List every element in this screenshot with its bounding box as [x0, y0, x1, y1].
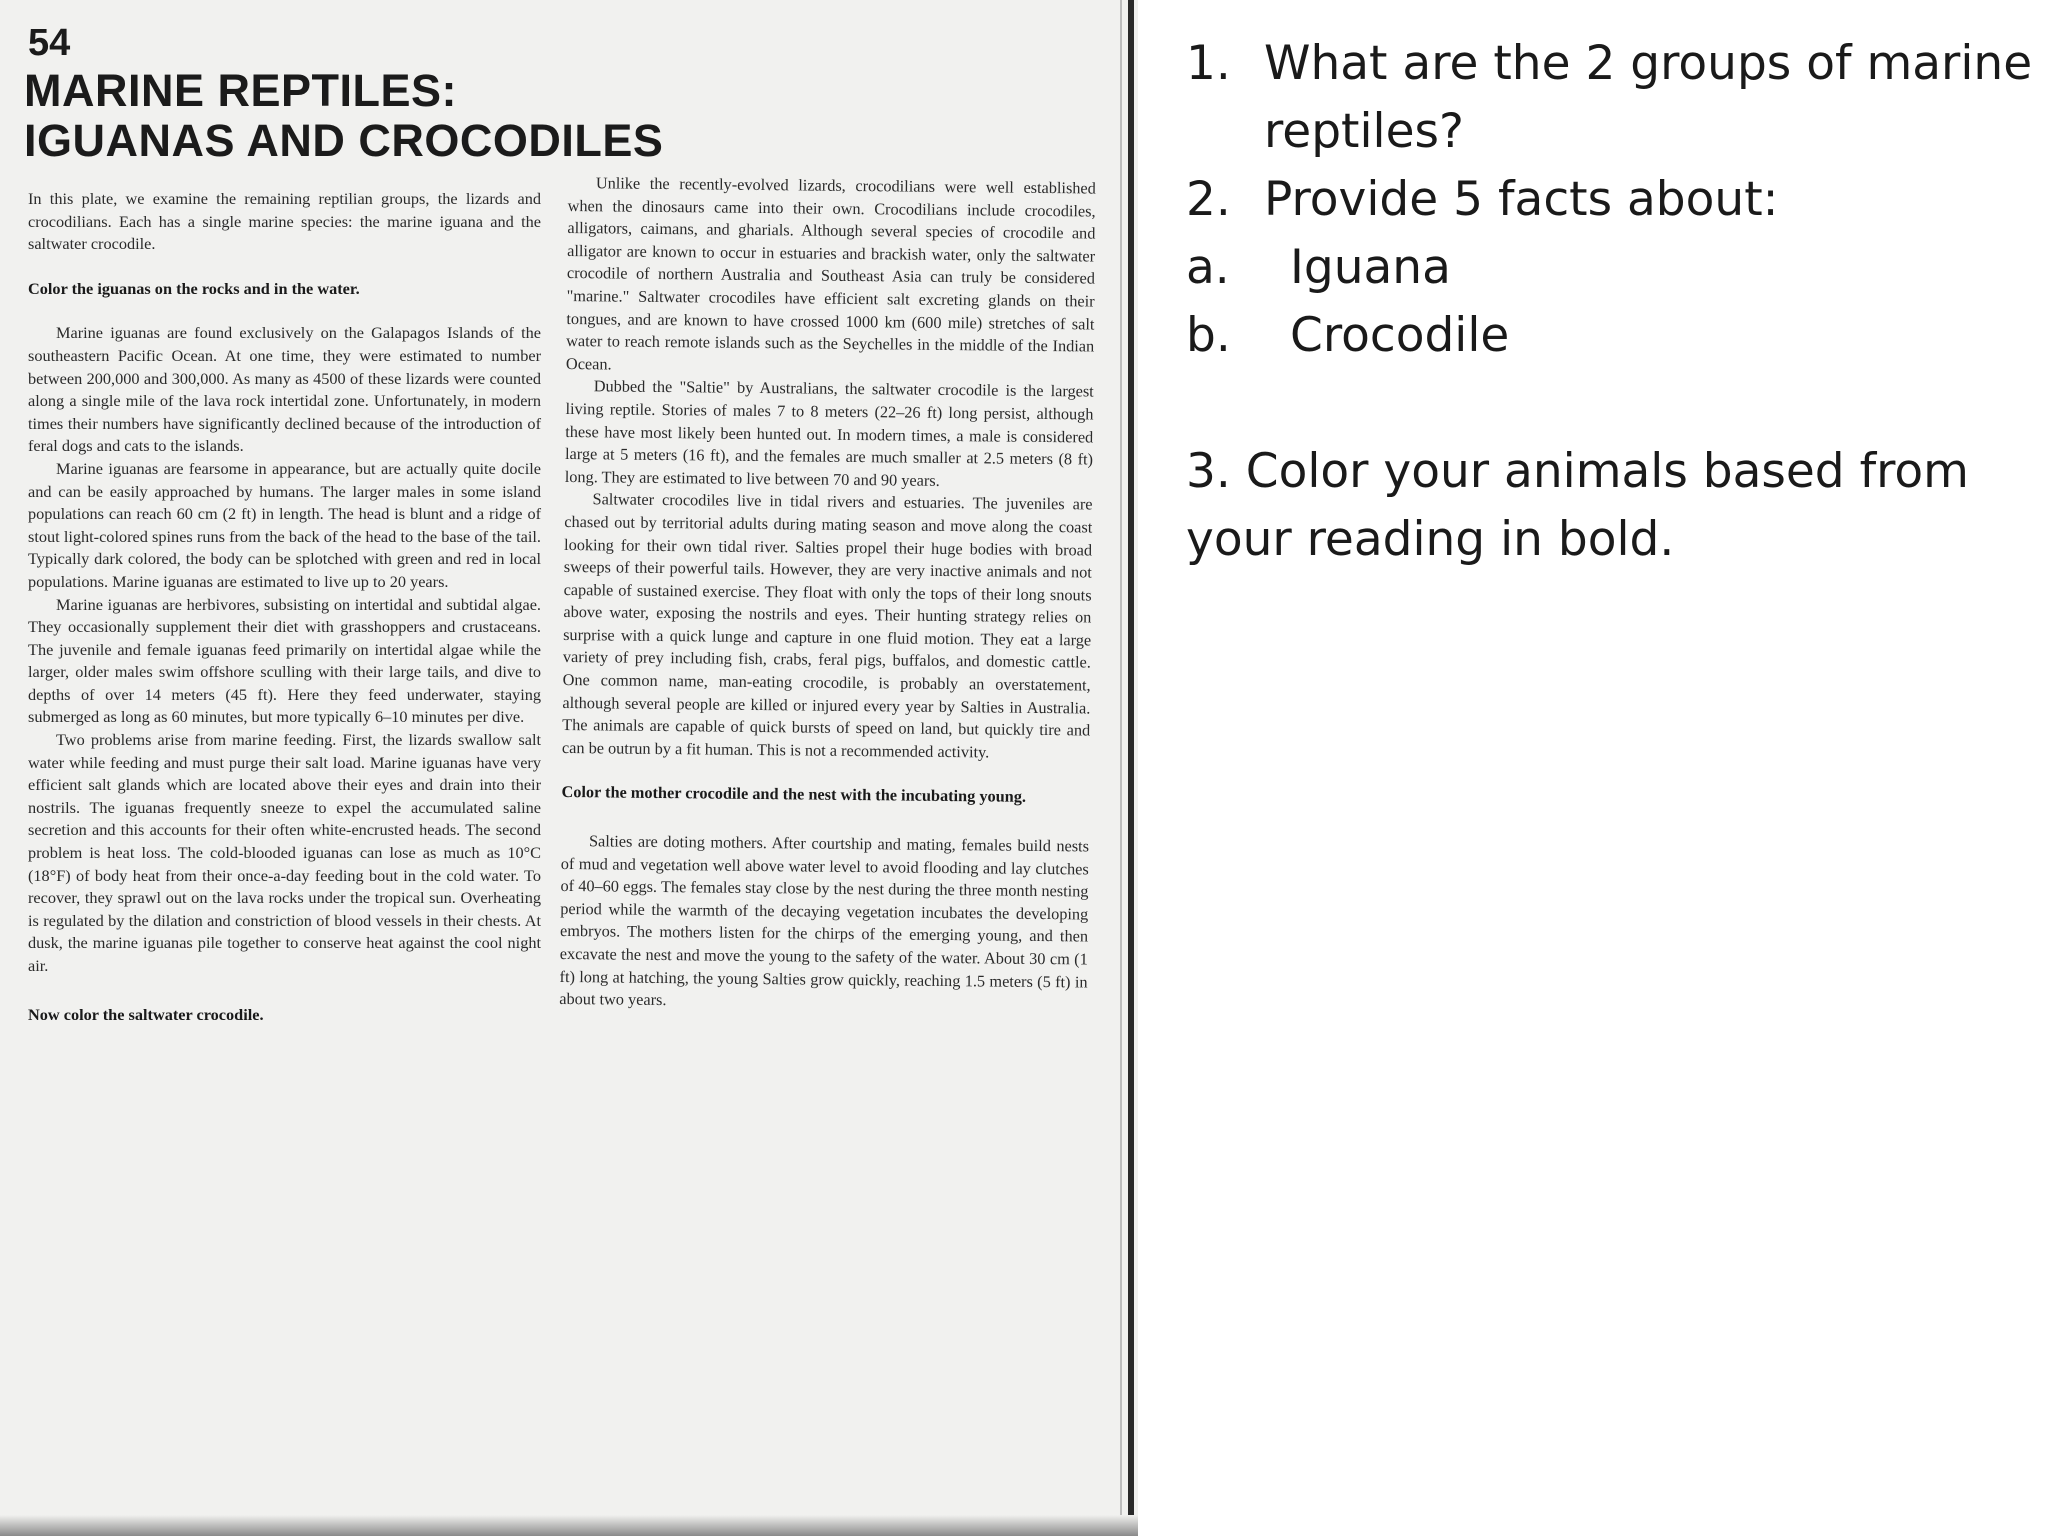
page-edge-shadow — [1128, 0, 1134, 1536]
question-1-text: What are the 2 groups of marine reptiles? — [1264, 36, 2033, 159]
page-number: 54 — [28, 22, 71, 64]
crocodile-paragraph-2: Dubbed the "Saltie" by Australians, the saltwater crocodile is the largest living reptile. Stories of males 7 to 8 meters (22–26 ft) long persist, although these have most likely been hunted out. In modern times, a male is considered large at 5 meters (16 ft), and the females are much smaller at 2.5 meters (8 ft) long. They are estimated to live between 70 and 90 years. — [564, 376, 1094, 490]
intro-paragraph: In this plate, we examine the remaining reptilian groups, the lizards and crocodilians. Each has a single marine species: the marine iguana and the saltwater crocodile. — [28, 189, 541, 254]
question-2a — [1186, 234, 2036, 302]
question-2b — [1186, 302, 2036, 370]
question-2-text: Provide 5 facts about: — [1264, 172, 1779, 227]
iguana-paragraph-3: Marine iguanas are herbivores, subsisting on intertidal and subtidal algae. They occasionally supplement their diet with grasshoppers and crustaceans. The juvenile and female iguanas feed primarily on intertidal algae while the larger, older males swim offshore sculling with their large tails, and dive to depths of over 14 meters (45 ft). Here they feed underwater, staying submerged as long as 60 minutes, but more typically 6–10 minutes per dive. — [28, 594, 541, 727]
bottom-edge-shadow — [0, 1515, 1138, 1536]
crocodile-paragraph-4: Salties are doting mothers. After courtship and mating, females build nests of mud and vegetation well above water level to avoid flooding and lay clutches of 40–60 eggs. The females stay close by the nest during the three month nesting period while the warmth of the decaying vegetation incubates the developing embryos. The mothers listen for the chirps of the emerging young, and then excavate the nest and move the young to the safety of the water. About 30 cm (1 ft) long at hatching, the young Salties grow quickly, reaching 1.5 meters (5 ft) in about two years. — [559, 831, 1090, 1010]
iguana-paragraph-4: Two problems arise from marine feeding. First, the lizards swallow salt water while feeding and must purge their salt load. Marine iguanas have very efficient salt glands which are located above their eyes and drain into their nostrils. The iguanas frequently sneeze to expel the accumulated saline secretion and this accounts for their often white-encrusted heads. The second problem is heat loss. The cold-blooded iguanas can lose as much as 10°C (18°F) of body heat from their once-a-day feeding bout in the cold water. To recover, they sprawl out on the lava rocks under the tropical sun. Overheating is regulated by the dilation and constriction of blood vessels in their chests. At dusk, the marine iguanas pile together to conserve heat against the cool night air. — [28, 730, 541, 975]
title-line-1: MARINE REPTILES: — [24, 65, 458, 116]
instruction-color-mother-crocodile: Color the mother crocodile and the nest with the incubating young. — [561, 782, 1027, 807]
question-2b-letter: b. — [1186, 308, 1231, 363]
page-title — [24, 66, 663, 166]
iguana-paragraph-2: Marine iguanas are fearsome in appearance, but are actually quite docile and can be easily approached by humans. The larger males in some island populations can reach 60 cm (2 ft) in length. The head is blunt and a ridge of stout light-colored spines runs from the back of the head to the base of the tail. Typically dark colored, the body can be splotched with green and red in local populations. Marine iguanas are estimated to live up to 20 years. — [28, 458, 541, 591]
crocodile-paragraph-1: Unlike the recently-evolved lizards, crocodilians were well established when the dinosaurs came into their own. Crocodilians include crocodiles, alligators, caimans, and gharials. Although several species of crocodile and alligator are known to occur in estuaries and brackish water, only the saltwater crocodile of northern Australia and Southeast Asia can truly be considered "marine." Saltwater crocodiles have efficient salt excreting glands on their tongues, and are known to have crossed 1000 km (600 mile) stretches of salt water to reach remote islands such as the Seychelles in the middle of the Indian Ocean. — [565, 173, 1096, 374]
iguana-paragraph-1: Marine iguanas are found exclusively on the Galapagos Islands of the southeastern Pacific Ocean. At one time, they were estimated to number between 200,000 and 300,000. As many as 4500 of these lizards were counted along a single mile of the lava rock intertidal zone. Unfortunately, in modern times their numbers have significantly declined because of the introduction of feral dogs and cats to the islands. — [28, 323, 541, 456]
page-fold-line — [1120, 0, 1122, 1536]
left-text-column — [28, 188, 541, 1026]
question-2a-letter: a. — [1186, 240, 1230, 295]
instruction-color-iguanas: Color the iguanas on the rocks and in the water. — [28, 278, 360, 298]
question-2 — [1186, 166, 2036, 234]
title-line-2: IGUANAS AND CROCODILES — [24, 115, 664, 166]
crocodile-paragraph-3: Saltwater crocodiles live in tidal rivers and estuaries. The juveniles are chased out by territorial adults during mating season and move along the coast looking for their own tidal river. Salties propel their huge bodies with broad sweeps of their powerful tails. However, they are very inactive animals and not capable of sustained exercise. They float with only the tops of their long snouts above water, exposing the nostrils and eyes. Their hunting strategy relies on surprise with a quick lunge and capture in one fluid motion. They eat a large variety of prey including fish, crabs, feral pigs, buffalos, and domestic cattle. One common name, man-eating crocodile, is probably an overstatement, although several people are killed or injured every year by Salties in Australia. The animals are capable of quick bursts of speed on land, but quickly tire and can be outrun by a fit human. This is not a recommended activity. — [561, 489, 1093, 762]
question-2b-text: Crocodile — [1290, 308, 1510, 363]
question-1 — [1186, 30, 2036, 166]
right-text-column — [559, 172, 1096, 1016]
question-3: 3. Color your animals based from your reading in bold. — [1186, 444, 1969, 567]
question-2-number: 2. — [1186, 172, 1231, 227]
instruction-color-crocodile: Now color the saltwater crocodile. — [28, 1004, 264, 1024]
questions-panel — [1186, 30, 2036, 574]
question-2a-text: Iguana — [1290, 240, 1451, 295]
question-1-number: 1. — [1186, 36, 1231, 91]
